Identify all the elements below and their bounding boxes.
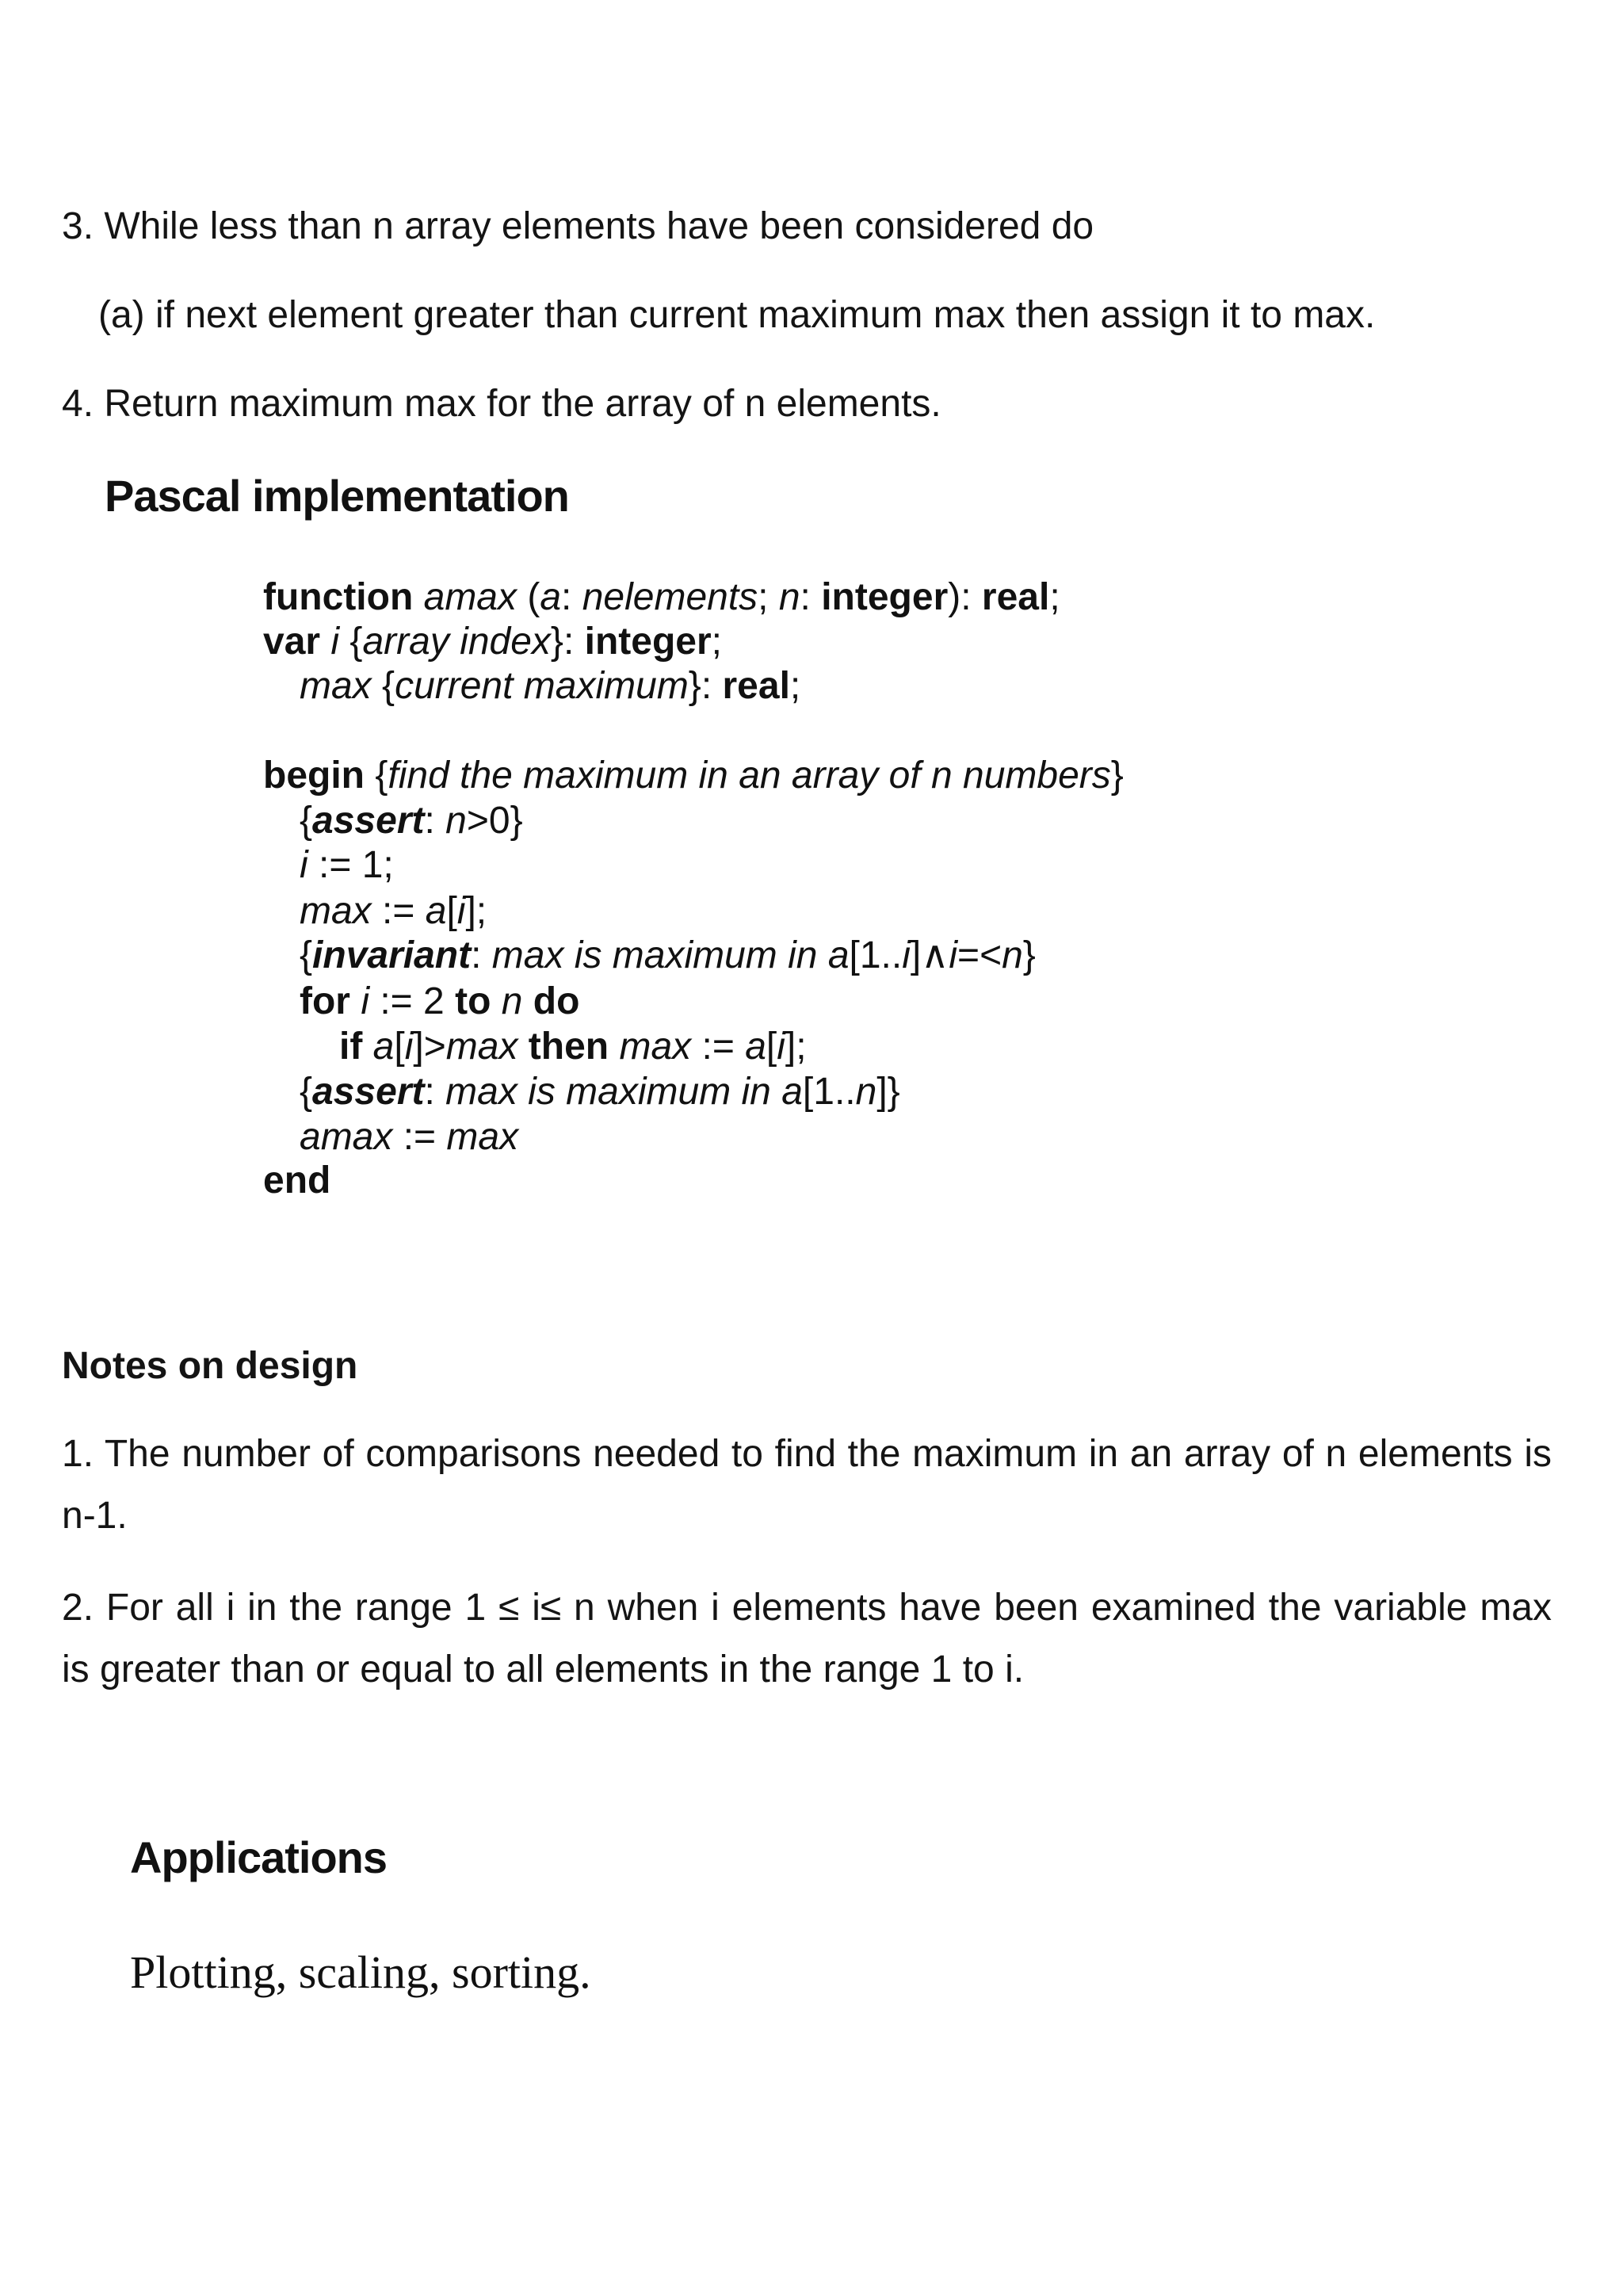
step-3-text: 3. While less than n array elements have been considered do (62, 205, 1094, 247)
code-line-end: end (263, 1159, 331, 1201)
code-line-function: function amax (a: nelements; n: integer): real; (263, 576, 1060, 618)
code-line-for: for i := 2 to n do (300, 980, 580, 1022)
code-line-assert-1: {assert: n>0} (300, 800, 523, 842)
pascal-heading: Pascal implementation (105, 471, 569, 521)
code-line-return: amax := max (300, 1116, 519, 1158)
note-2-text: 2. For all i in the range 1 ≤ i≤ n when i elements have been examined the variable max is greater than or equal to all elements in the range 1 to i. (62, 1587, 1552, 1690)
code-line-begin: begin {find the maximum in an array of n numbers} (263, 755, 1124, 797)
note-1-text: 1. The number of comparisons needed to find the maximum in an array of n elements is n-1. (62, 1433, 1552, 1537)
code-line-init-max: max := a[i]; (300, 890, 487, 932)
code-line-init-i: i := 1; (300, 844, 394, 886)
code-line-invariant: {invariant: max is maximum in a[1..i]∧i=<n} (300, 934, 1036, 976)
code-line-max-decl: max {current maximum}: real; (300, 665, 801, 707)
step-3a-text: (a) if next element greater than current maximum max then assign it to max. (98, 294, 1376, 336)
step-4-text: 4. Return maximum max for the array of n elements. (62, 383, 941, 425)
applications-text: Plotting, scaling, sorting. (130, 1946, 591, 1998)
notes-heading: Notes on design (62, 1345, 358, 1387)
code-line-assert-2: {assert: max is maximum in a[1..n]} (300, 1071, 900, 1113)
code-line-if: if a[i]>max then max := a[i]; (339, 1026, 807, 1068)
code-line-var: var i {array index}: integer; (263, 621, 722, 663)
applications-heading: Applications (130, 1832, 388, 1882)
